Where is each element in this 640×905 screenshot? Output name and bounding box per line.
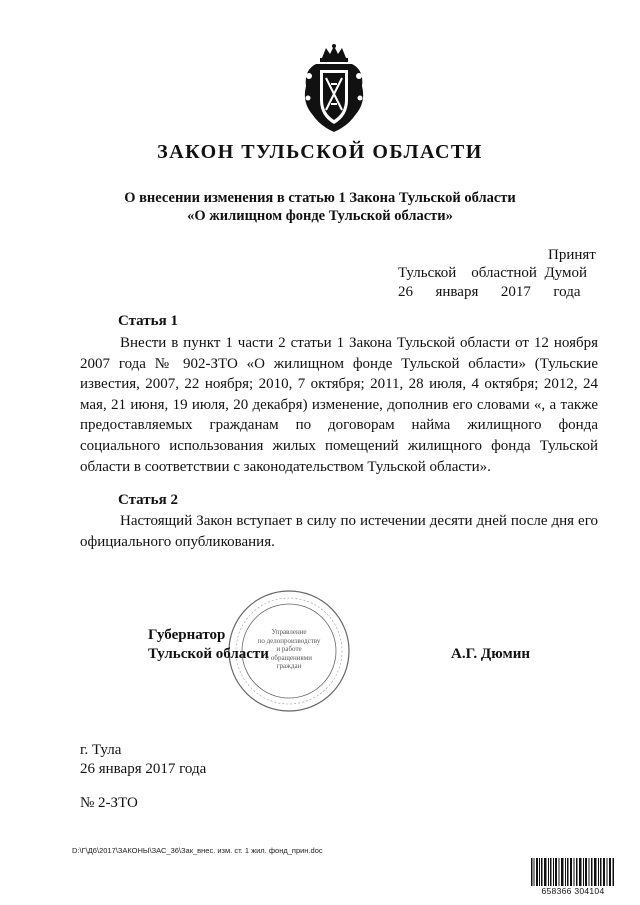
coat-of-arms-icon (296, 44, 372, 134)
article-1-text: Внести в пункт 1 части 2 статьи 1 Закона Тульской области от 12 ноября 2007 года № 902-ЗТО «О жилищном фонде Тульской области» (Тульские известия, 2007, 22 ноября; 2010, 7 октября; 2011, 28 июля, 4 октября; 2012, 24 мая, 21 июня, 19 июля, 20 декабря) изменение, дополнив его словами «, а также предоставляемых гражданам по договорам найма жилищного фонда социального использования жилых помещений жилищного фонда Тульской области в соответствии с законодательством Тульской области». (80, 335, 598, 475)
place-city: г. Тула (80, 742, 122, 758)
signatory-name: А.Г. Дюмин (451, 646, 531, 662)
adopted-label: Принят (548, 247, 596, 263)
place-date: 26 января 2017 года (80, 761, 207, 777)
article-2-text: Настоящий Закон вступает в силу по истечении десяти дней после дня его официального опубликования. (80, 513, 598, 550)
document-title: ЗАКОН ТУЛЬСКОЙ ОБЛАСТИ (157, 141, 483, 163)
signatory-position-line1: Губернатор (148, 627, 226, 643)
subtitle-line: О внесении изменения в статью 1 Закона Тульской области (124, 190, 516, 206)
stamp-line: с обращениями (266, 653, 312, 662)
stamp-line: и работе (276, 645, 302, 653)
signatory-position-line2: Тульской области (148, 646, 269, 662)
law-number: № 2-ЗТО (80, 795, 138, 811)
barcode-number: 658366 304104 (530, 886, 616, 896)
file-path: D:\Г\Д6\2017\ЗАКОНЫ\ЗАС_36\Зак_внес. изм. ст. 1 жил. фонд_прин.doc (72, 846, 323, 855)
subtitle-line: «О жилищном фонде Тульской области» (187, 208, 453, 224)
stamp-line: по делопроизводству (257, 636, 321, 645)
document-subtitle (0, 189, 640, 225)
article-2-heading: Статья 2 (118, 492, 178, 508)
article-1-heading: Статья 1 (118, 313, 178, 329)
stamp-line: Управление (271, 628, 307, 636)
adopted-date: 26 января 2017 года (398, 284, 581, 300)
adopted-by: Тульской областной Думой (398, 265, 588, 281)
stamp-line: граждан (276, 662, 302, 670)
